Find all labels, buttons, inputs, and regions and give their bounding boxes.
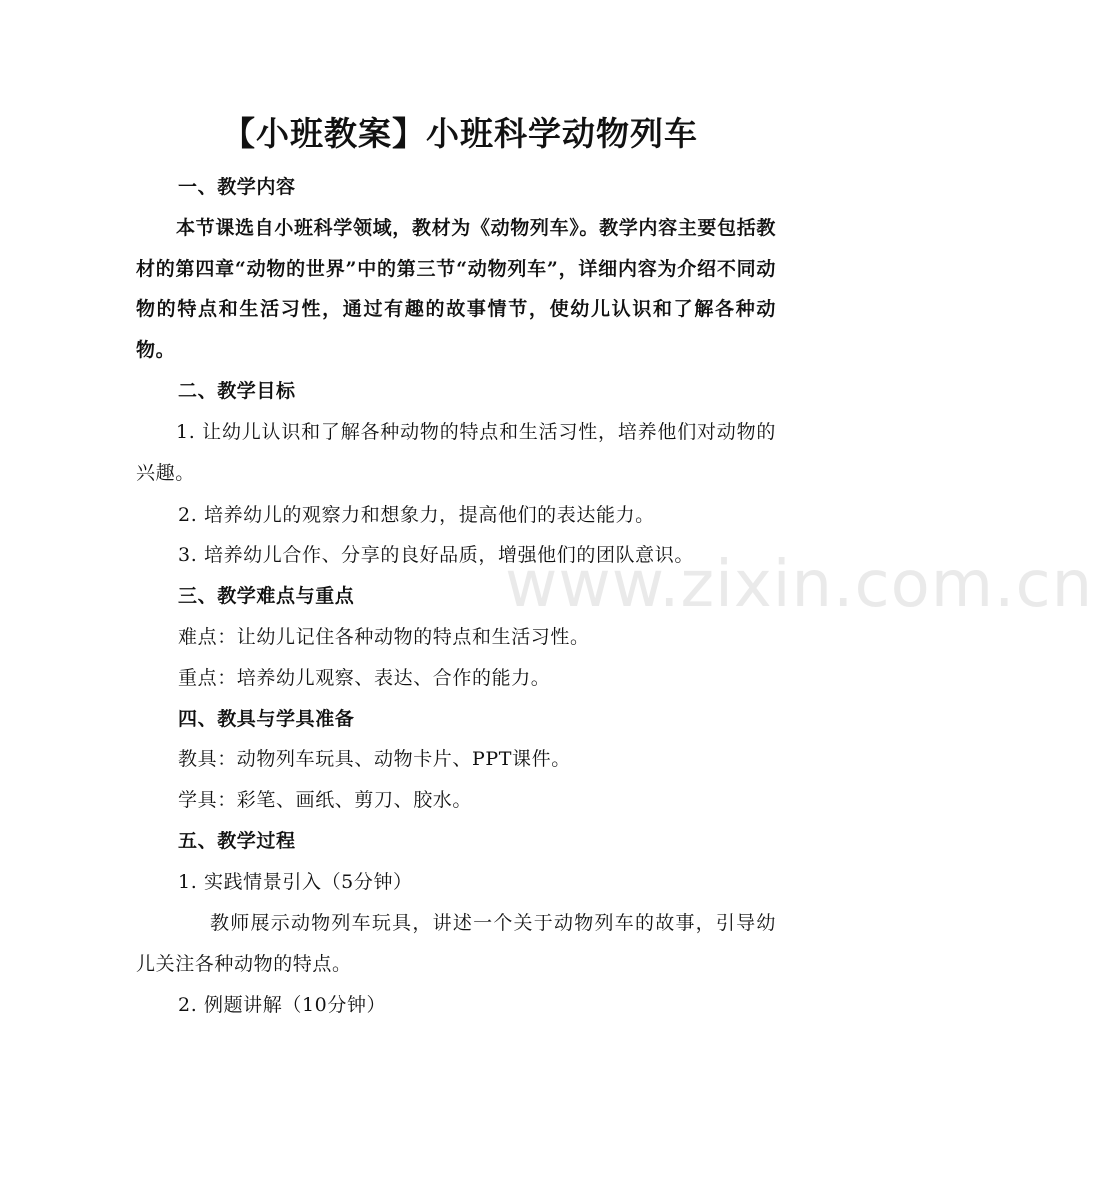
step2-title: 2. 例题讲解（10分钟）: [178, 994, 387, 1016]
learning-aids-text: 学具：彩笔、画纸、剪刀、胶水。: [178, 789, 473, 811]
teaching-aids-text: 教具：动物列车玩具、动物卡片、PPT课件。: [178, 748, 571, 770]
goal-1: 1. 让幼儿认识和了解各种动物的特点和生活习性，培养他们对动物的兴趣。: [136, 421, 776, 484]
section1-body: 本节课选自小班科学领域，教材为《动物列车》。教学内容主要包括教材的第四章“动物的世界”中的第三节“动物列车”，详细内容为介绍不同动物的特点和生活习性，通过有趣的故事情节，使幼儿认识和了解各种动物。: [136, 217, 776, 361]
key-point-text: 重点：培养幼儿观察、表达、合作的能力。: [178, 667, 551, 689]
difficulty-text: 难点：让幼儿记住各种动物的特点和生活习性。: [178, 626, 590, 648]
step1-body: 教师展示动物列车玩具，讲述一个关于动物列车的故事，引导幼儿关注各种动物的特点。: [136, 912, 776, 975]
step1-title: 1. 实践情景引入（5分钟）: [178, 871, 413, 893]
goal-2: 2. 培养幼儿的观察力和想象力，提高他们的表达能力。: [178, 504, 655, 526]
document-title: 【小班教案】小班科学动物列车: [222, 114, 698, 153]
section2-heading: 二、教学目标: [178, 380, 296, 402]
section5-heading: 五、教学过程: [178, 830, 296, 852]
goal-3: 3. 培养幼儿合作、分享的良好品质，增强他们的团队意识。: [178, 544, 694, 566]
section1-heading: 一、教学内容: [178, 176, 296, 198]
section4-heading: 四、教具与学具准备: [178, 708, 355, 730]
section3-heading: 三、教学难点与重点: [178, 585, 355, 607]
watermark: www.zixin.com.cn: [505, 548, 1093, 622]
